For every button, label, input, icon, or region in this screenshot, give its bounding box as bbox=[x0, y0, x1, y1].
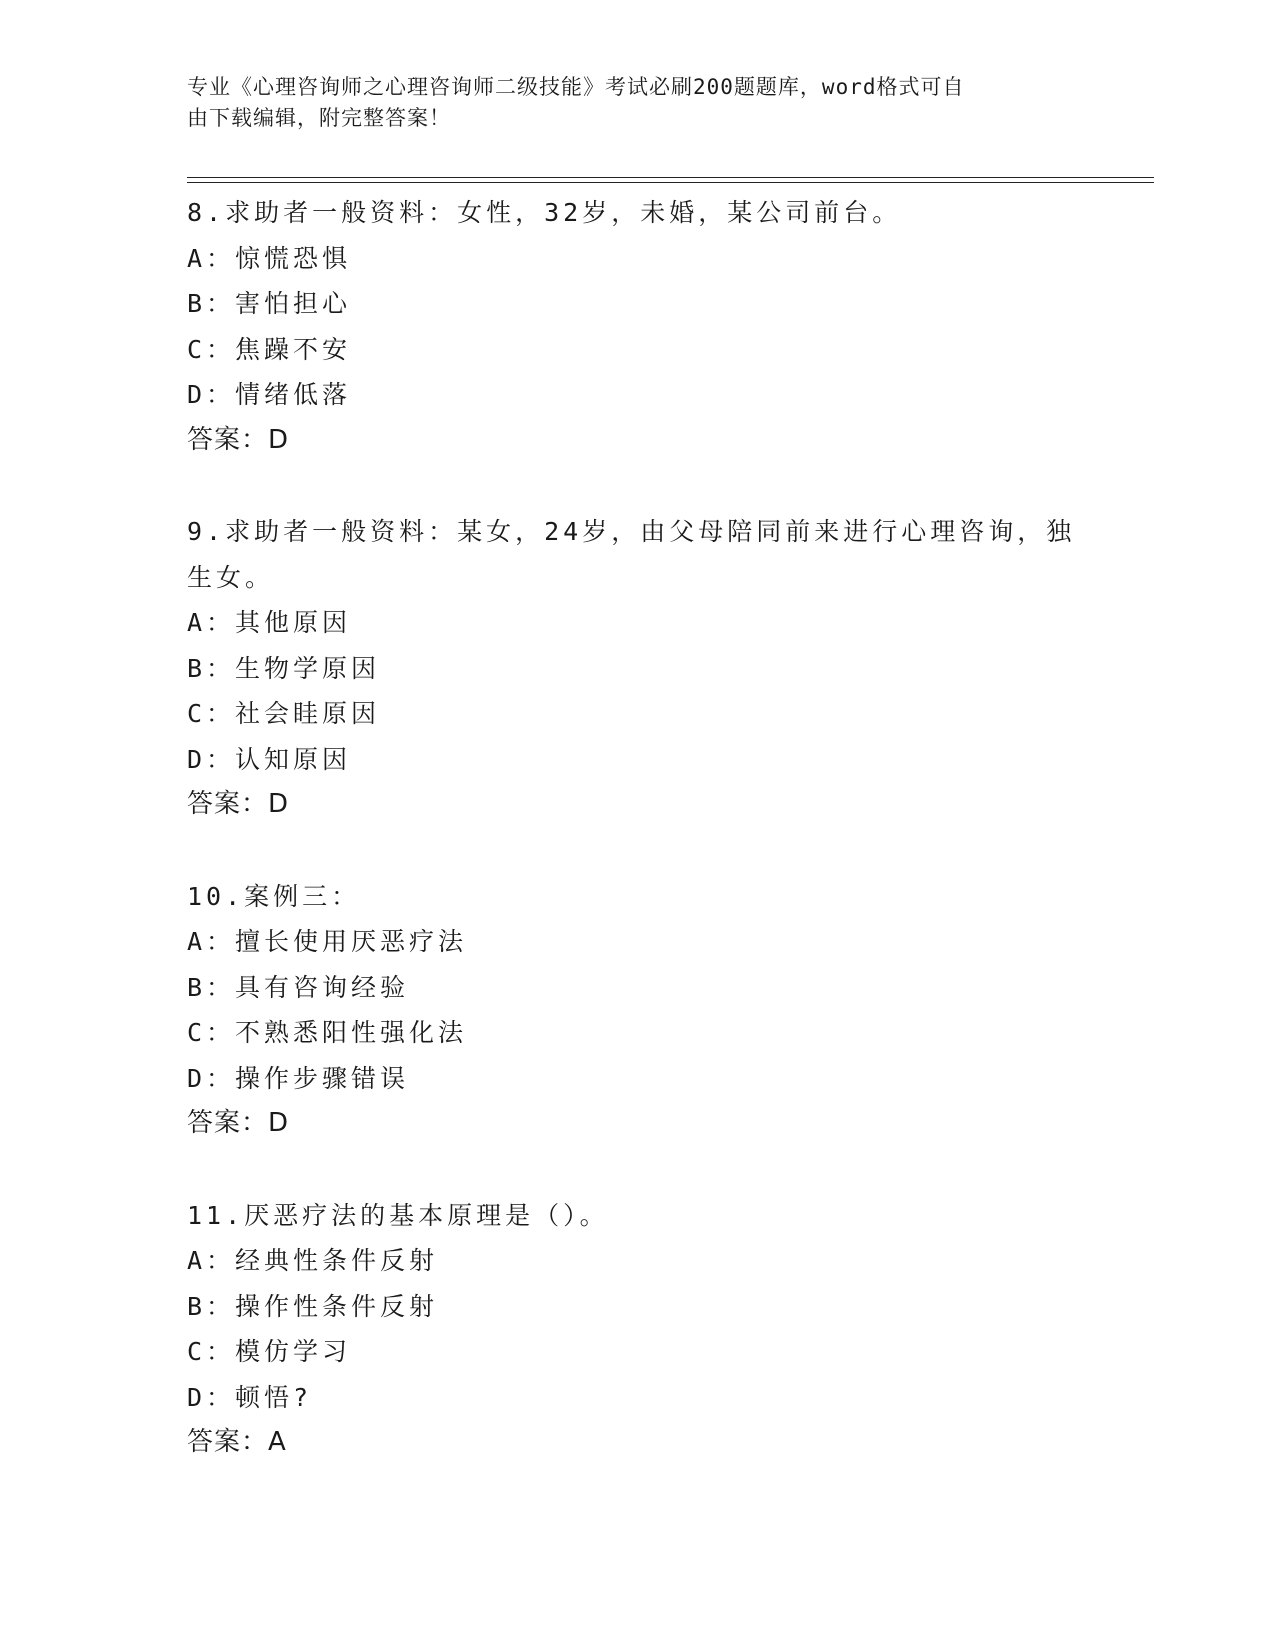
question-stem: 9.求助者一般资料：某女，24岁，由父母陪同前来进行心理咨询，独 bbox=[187, 517, 1076, 546]
question-stem: 10.案例三： bbox=[187, 881, 361, 911]
answer-line: 答案：A bbox=[187, 1427, 287, 1457]
option-a: A：擅长使用厌恶疗法 bbox=[187, 927, 468, 956]
option-a: A：惊慌恐惧 bbox=[187, 243, 352, 273]
option-b: B：操作性条件反射 bbox=[187, 1291, 439, 1321]
option-c: C：社会眭原因 bbox=[187, 699, 381, 728]
option-b: B：生物学原因 bbox=[187, 653, 381, 683]
question-11 bbox=[187, 1193, 1087, 1466]
question-10 bbox=[187, 874, 1087, 1147]
question-stem-continued: 生女。 bbox=[187, 562, 275, 592]
option-c: C：不熟悉阳性强化法 bbox=[187, 1018, 468, 1047]
question-stem: 11.厌恶疗法的基本原理是（）。 bbox=[187, 1200, 609, 1230]
question-8 bbox=[187, 190, 1087, 463]
document-header bbox=[187, 72, 1067, 134]
option-d: D：认知原因 bbox=[187, 744, 352, 774]
option-d: D：顿悟? bbox=[187, 1382, 313, 1412]
option-d: D：操作步骤错误 bbox=[187, 1063, 410, 1093]
option-d: D：情绪低落 bbox=[187, 380, 352, 409]
option-a: A：经典性条件反射 bbox=[187, 1246, 439, 1275]
header-line-1: 专业《心理咨询师之心理咨询师二级技能》考试必刷200题题库，word格式可自 bbox=[187, 75, 965, 99]
header-divider-bottom bbox=[187, 182, 1154, 183]
header-divider-top bbox=[187, 177, 1154, 178]
question-9 bbox=[187, 509, 1087, 828]
option-c: C：焦躁不安 bbox=[187, 334, 352, 364]
question-stem: 8.求助者一般资料：女性，32岁，未婚，某公司前台。 bbox=[187, 198, 902, 227]
header-line-2: 由下载编辑，附完整答案！ bbox=[187, 106, 451, 130]
answer-line: 答案：D bbox=[187, 789, 290, 819]
option-c: C：模仿学习 bbox=[187, 1337, 352, 1366]
option-b: B：具有咨询经验 bbox=[187, 972, 410, 1002]
question-list bbox=[187, 190, 1087, 1512]
answer-line: 答案：D bbox=[187, 424, 290, 455]
answer-line: 答案：D bbox=[187, 1108, 290, 1138]
option-a: A：其他原因 bbox=[187, 608, 352, 637]
option-b: B：害怕担心 bbox=[187, 289, 352, 318]
